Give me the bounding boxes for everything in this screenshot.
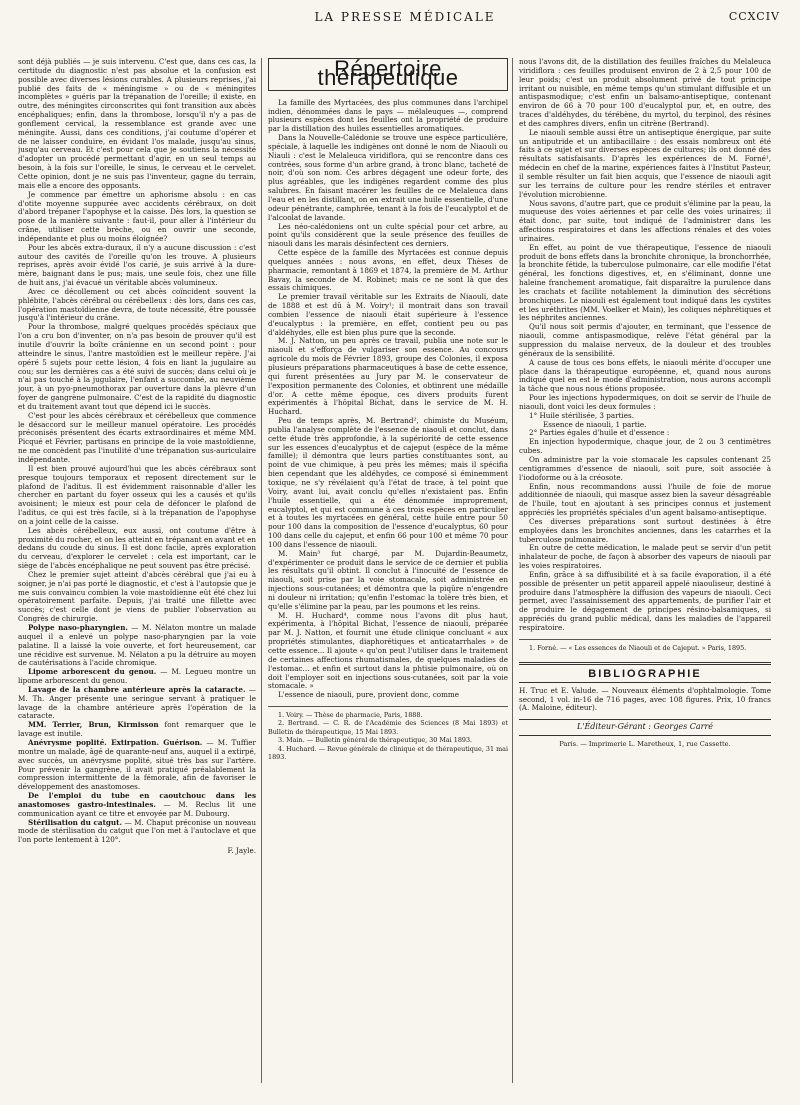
paragraph: M. J. Natton, un peu après ce travail, publia une note sur le niaouli et s'efforça de vulgariser son essence. Au concours agricole du mois de Février 1893, groupe des Colonies, il exposa plusieurs préparations pharmaceutiques à base de cette essence, qui furent présentées au Jury par M. le conservateur de l'exposition permanente des Colonies, et obtinrent une médaille d'or. A cette même époque, ces divers produits furent expérimentés à l'hôpital Bichat, dans le service de M. H. Huchard. — [268, 336, 508, 417]
column-divider — [512, 58, 513, 1083]
report-item-text: font remarquer que le lavage est inutile. — [18, 720, 256, 739]
report-item-text: — M. Legueu montre un lipome arborescent du genou. — [18, 667, 256, 686]
column-right — [519, 58, 771, 1083]
column-divider — [261, 58, 262, 1083]
report-item-title: Stérilisation du catgut. — [28, 817, 122, 827]
column-middle — [268, 58, 508, 1083]
bibliography-title: BIBLIOGRAPHIE — [588, 668, 702, 681]
report-item — [18, 792, 256, 819]
report-item — [18, 668, 256, 686]
footnote: 1. Voiry. — Thèse de pharmacie, Paris, 1888. — [278, 711, 423, 720]
footnotes — [519, 639, 771, 652]
paragraph: M. H. Huchard⁴, comme nous l'avons dit plus haut, expérimenta, à l'hôpital Bichat, l'essence de niaouli, préparée par M. J. Natton, et fournit une étude clinique concluant « aux propriétés stimulantes, diaphorétiques et anticatarrhales » de cette essence... Il ajoute « qu'on peut l'utiliser dans le traitement de certaines affections rhumatismales, de quelques maladies de l'estomac... et enfin et surtout dans la phtisie pulmonaire, où on doit l'employer soit en injections sous-cutanées, soit par la voie stomacale. » — [268, 610, 508, 691]
report-item-text: — M. Reclus lit une communication ayant ce titre et envoyée par M. Dubourg. — [18, 799, 256, 818]
report-item — [18, 739, 256, 792]
paragraph: On administre par la voie stomacale les capsules contenant 25 centigrammes d'essence de niaouli, soit pure, soit associée à l'iodoforme ou à la créosote. — [519, 454, 771, 482]
report-item-title: Polype naso-pharyngien. — [28, 623, 128, 632]
footnote: 4. Huchard. — Revue générale de clinique et de thérapeutique, 31 mai 1893. — [268, 744, 508, 762]
report-item-text: — M. Nélaton montre un malade auquel il a enlevé un polype naso-pharyngien par la voie palatine. Il a laissé la voie ouverte, et fort heureusement, car une récidive est survenue. M. Nélaton a pu la détruire au moyen de cautérisations à l'acide chromique. — [18, 623, 256, 668]
paragraph: Pour les injections hypodermiques, on doit se servir de l'huile de niaouli, dont voici les deux formules : — [519, 393, 771, 411]
report-item-text: — M. Chaput préconise un nouveau mode de stérilisation du catgut que l'on met à l'autoclave et que l'on porte lentement à 120°. — [18, 817, 256, 845]
section-heading: Répertoire thérapeutique — [317, 58, 459, 90]
report-item-title: MM. Terrier, Brun, Kirmisson — [28, 720, 159, 730]
paragraph: En effet, au point de vue thérapeutique, l'essence de niaouli produit de bons effets dans la bronchite chronique, la bronchorrhée, la bronchite fétide, la tuberculose pulmonaire, car elle modifie l'état général, les fonctions digestives, et, en s'éliminant, donne une haleine franchement aromatique, fait disparaître la purulence dans les crachats et facilite notablement la diminution des sécrétions bronchiques. Le niaouli est également tout indiqué dans les cystites et les uréthrites (MM. Voelker et Main), les coliques néphrétiques et les néphrites anciennes. — [519, 242, 771, 323]
formula-line: 2° Parties égales d'huile et d'essence : — [529, 428, 670, 438]
column-left — [18, 58, 256, 1083]
paragraph: Il est bien prouvé aujourd'hui que les abcès cérébraux sont presque toujours temporaux et reposent directement sur le plafond de l'aditus. Il est évidemment raisonnable d'aller les chercher en partant du foyer osseux qui les a causés et qu'ils avoisinent; le mieux est pour cela de défoncer le plafond de l'aditus, ce qui est très facile, si à la trépanation de l'apophyse on a joint celle de la caisse. — [18, 463, 256, 526]
publisher-line: L'Éditeur-Gérant : Georges Carré — [519, 719, 771, 736]
paragraph: Pour les abcès extra-duraux, il n'y a aucune discussion : c'est autour des cavités de l'oreille qu'on les trouve. A plusieurs reprises, après avoir évidé l'os carié, je suis arrivé à la dure-mère, baignant dans le pus; mais, une seule fois, chez une fille de huit ans, j'ai évacué un véritable abcès volumineux. — [18, 242, 256, 288]
report-item-title: De l'emploi du tube en caoutchouc dans les anastomoses gastro-intestinales. — [18, 791, 256, 809]
bibliography-entry: H. Truc et E. Valude. — Nouveaux éléments d'ophtalmologie. Tome second, 1 vol. in-16 de 716 pages, avec 108 figures. Prix, 10 francs (A. Maloine, éditeur). — [519, 686, 771, 713]
paragraph: Cette espèce de la famille des Myrtacées est connue depuis quelques années : nous avons, en effet, deux Thèses de pharmacie, remontant à 1869 et 1874, la première de M. Arthur Bavay, la seconde de M. Robinet; mais ce ne sont là que des essais chimiques. — [268, 248, 508, 293]
formula-line: 1° Huile stérilisée, 3 parties. — [529, 410, 635, 420]
paragraph: Les néo-calédoniens ont un culte spécial pour cet arbre, au point qu'ils considèrent que la seule présence des feuilles de niaouli dans les marais désinfectent ces derniers. — [268, 221, 508, 249]
footnotes — [268, 706, 508, 761]
journal-title: LA PRESSE MÉDICALE — [314, 10, 496, 24]
formula-line: Essence de niaouli, 1 partie. — [543, 419, 647, 429]
paragraph: Enfin, nous recommandons aussi l'huile de foie de morue additionnée de niaouli, qui masque assez bien la saveur désagréable de l'huile, tout en ajoutant à ses principes connus et justement appréciés les propriétés spéciales d'un agent balsamo-antiseptique. — [519, 481, 771, 518]
paragraph: L'essence de niaouli, pure, provient donc, comme — [278, 690, 459, 700]
report-item — [18, 624, 256, 668]
paragraph: C'est pour les abcès cérébraux et cérébelleux que commence le désaccord sur le meilleur manuel opératoire. Les procédés préconisés présentent des écarts extraordinaires et même MM. Picqué et Février, partisans en principe de la voie mastoïdienne, ne me concèdent pas l'inutilité d'une trépanation sus-auriculaire indépendante. — [18, 410, 256, 464]
paragraph: sont déjà publiés — je suis intervenu. C'est que, dans ces cas, la certitude du diagnostic n'est pas absolue et la confusion est possible avec diverses lésions curables. A plusieurs reprises, j'ai publié des faits de « méningisme » ou de « méningites incomplètes » guéris par la trépanation de l'oreille; il existe, en outre, des méningites circonscrites qui font transition aux abcès encéphaliques; enfin, dans la thrombose, lorsqu'il n'y a pas de gonflement cervical, la ressemblance est grande avec une méningite. Aussi, dans ces conditions, j'ai coutume d'opérer et de ne laisser conduire, en évidant l'os malade, jusqu'au sinus, jusqu'au cerveau. Et c'est pour cela que je soutiens la nécessité d'adopter un procédé permettant d'agir, en un seul temps au besoin, à la fois sur l'oreille, le sinus, le cerveau et le cervelet. Cette opinion, dont je ne suis pas l'inventeur, gagne du terrain, mais elle a encore des opposants. — [18, 58, 256, 190]
footnote: 1. Forné. — « Les essences de Niaouli et de Cajeput. » Paris, 1895. — [529, 643, 747, 652]
paragraph: La famille des Myrtacées, des plus communes dans l'archipel indien, dénommées dans le pays — mélaleuques —, comprend plusieurs espèces dont les feuilles ont la propriété de produire par la distillation des huiles essentielles aromatiques. — [268, 97, 508, 134]
paragraph: M. Main³ fut chargé, par M. Dujardin-Beaumetz, d'expérimenter ce produit dans le service de ce dernier et publia les résultats qu'il obtint. Il conclut à l'inocuité de l'essence de niaouli, soit prise par la voie stomacale, soit administrée en injections sous-cutanées; et démontra que la piqûre n'engendre ni douleur ni irritation; qu'enfin l'estomac la tolère très bien, et qu'elle s'élimine par la peau, par les poumons et les reins. — [268, 548, 508, 611]
footnote: 2. Bertrand. — C. R. de l'Académie des Sciences (8 Mai 1893) et Bulletin de thérapeutique, 15 Mai 1893. — [268, 719, 508, 736]
paragraph: Qu'il nous soit permis d'ajouter, en terminant, que l'essence de niaouli, comme antispasmodique, relève l'état général par la suppression du malaise nerveux, de la douleur et des troubles généraux de la sensibilité. — [519, 322, 771, 358]
paragraph: nous l'avons dit, de la distillation des feuilles fraîches du Melaleuca viridiflora : ces feuilles produisent environ de 2 à 2,5 pour 100 de leur poids; c'est un produit absolument privé de tout principe irritant ou nuisible, en même temps qu'un stimulant diffusible et un antispasmodique; c'est enfin un balsamo-antiseptique, contenant environ de 66 à 70 pour 100 d'eucalyptol pur, et, en outre, des traces d'aldéhydes, du térébène, du myrtol, du terpinol, des résines et des camphres divers, enfin un citrène (Bertrand). — [519, 58, 771, 128]
page-number: CCXCIV — [728, 10, 780, 23]
report-item — [18, 686, 256, 721]
paragraph: Le premier travail véritable sur les Extraits de Niaouli, date de 1888 et est dû à M. Voiry¹; il montrait dans son travail combien l'essence de niaouli était supérieure à l'essence d'eucalyptus : la première, en effet, contient peu ou pas d'aldéhydes, elle est bien plus pure que la seconde. — [268, 292, 508, 337]
paragraph: Le niaouli semble aussi être un antiseptique énergique, par suite un antiputride et un antibacillaire : des essais nombreux ont été faits à ce sujet et sur diverses espèces de cultures; ils ont donné des résultats satisfaisants. D'après les expériences de M. Forné¹, médecin en chef de la marine, expériences faites à l'Institut Pasteur, il semble résulter un fait bien acquis, que l'essence de niaouli agit sur les terrains de culture pour les rendre stériles et entraver l'évolution microbienne. — [519, 127, 771, 199]
paragraph: A cause de tous ces bons effets, le niaouli mérite d'occuper une place dans la thérapeutique européenne, et, quand nous aurons indiqué quel en est le mode d'administration, nous aurons accompli la tâche que nous nous étions proposée. — [519, 357, 771, 394]
paragraph: Chez le premier sujet atteint d'abcès cérébral que j'ai eu à soigner, je n'ai pas porté le diagnostic, et c'est à l'autopsie que je me suis convaincu combien la voie mastoïdienne eût été chez lui opératoirement parfaite. Depuis, j'ai traité une fillette avec succès; c'est celle dont je viens de publier l'observation au Congrès de chirurgie. — [18, 569, 256, 624]
report-item-title: Lipome arborescent du genou. — [28, 667, 157, 677]
paragraph: Je commence par émettre un aphorisme absolu : en cas d'otite moyenne suppurée avec accidents cérébraux, on doit d'abord trépaner l'apophyse et la caisse. Dès lors, la question se pose de la manière suivante : faut-il, pour aller à l'intérieur du crâne, utiliser cette brèche, ou en ouvrir une seconde, indépendante et plus ou moins éloignée? — [18, 189, 256, 243]
paragraph: En injection hypodermique, chaque jour, de 2 ou 3 centimètres cubes. — [519, 437, 771, 456]
author-signature: F. Jayle. — [227, 846, 256, 856]
report-item-text: — M. Tuffier montre un malade, âgé de quarante-neuf ans, auquel il a extirpé, avec succès, un anévrysme poplité, situé très bas sur l'artère. Pour prévenir la gangrène, il avait pratiqué préalablement la compression intermittente de la fémorale, afin de favoriser le développement des anastomoses. — [18, 737, 256, 792]
paragraph: Enfin, grâce à sa diffusibilité et à sa facile évaporation, il a été possible de présenter un petit appareil appelé niaouliseur, destiné à produire dans l'atmosphère la diffusion des vapeurs de niaouli. Ceci permet, avec l'assainissement des appartements, de purifier l'air et de produire le dégagement de principes résino-balsamiques, si appréciés du grand public médical, dans les maladies de l'appareil respiratoire. — [519, 569, 771, 632]
report-item — [18, 819, 256, 846]
paragraph: Pour la thrombose, malgré quelques procédés spéciaux que l'on a cru bon d'inventer, on n'a pas besoin de prouver qu'il est inutile d'ouvrir la boîte crânienne en un second point : pour atteindre le sinus, l'antre mastoïdien est le meilleur repère. J'ai opéré 5 sujets pour cette lésion, 4 fois en liant la jugulaire au cou; sur les dernières cas a été suivi de succès; dans celui où je n'ai pas touché à la jugulaire, l'enfant a succombé, au neuvième jour, à un pyo-pneumothorax par ouverture dans la plèvre d'un foyer de gangrène pulmonaire. C'est de la rapidité du diagnostic et du traitement avant tout que dépend ici le succès. — [18, 322, 256, 411]
paragraph: Avec ce décollement ou cet abcès coïncident souvent la phlébite, l'abcès cérébral ou cérébelleux : dès lors, dans ces cas, l'opération mastoïdienne devra, de toute nécessité, être poussée jusqu'à l'intérieur du crâne. — [18, 286, 256, 323]
bibliography-header — [519, 662, 771, 683]
footnote: 3. Main. — Bulletin général de thérapeutique, 30 Mai 1893. — [278, 736, 473, 745]
section-heading-box — [268, 58, 508, 91]
report-item-text: — M. Th. Anger présente une seringue servant à pratiquer le lavage de la chambre antérieure après l'opération de la cataracte. — [18, 684, 256, 721]
report-item-title: Lavage de la chambre antérieure après la cataracte. — [28, 684, 246, 694]
printer-line: Paris. — Imprimerie L. Maretheux, 1, rue Cassette. — [559, 739, 731, 748]
paragraph: Ces diverses préparations sont surtout destinées à être employées dans les bronchites anciennes, dans les catarrhes et la tuberculose pulmonaire. — [519, 516, 771, 544]
paragraph: Dans la Nouvelle-Calédonie se trouve une espèce particulière, spéciale, à laquelle les indigènes ont donné le nom de Niaouli ou Niauli : c'est le Melaleuca viridiflora, qui se rencontre dans ces contrées, sous forme d'un arbre grand, à tronc blanc, tacheté de noir, d'où son nom. Ces arbres dégagent une odeur forte, des plus agréables, que les indigènes regardent comme des plus salubres. En faisant macérer les feuilles de ce Melaleuca dans l'eau et en les distillant, on en extrait une huile essentielle, d'une odeur pénétrante, camphrée, tenant à la fois de l'eucalyptol et de l'alcoolat de lavande. — [268, 133, 508, 222]
report-item-title: Anévrysme poplité. Extirpation. Guérison. — [28, 737, 203, 747]
report-item — [18, 721, 256, 739]
paragraph: Peu de temps après, M. Bertrand², chimiste du Muséum, publia l'analyse complète de l'essence de niaouli et conclut, dans cette étude très approfondie, à la supériorité de cette essence sur les essences d'eucalyptus et de cajeput (espèce de la même famille); il démontra que leurs parties constituantes sont, au point de vue chimique, à peu près les mêmes; mais il spécifia bien cependant que les aldéhydes, ce composé si éminemment toxique, ne s'y révélaient qu'à l'état de trace, à tel point que Voiry, avant lui, avait conclu qu'elles n'existaient pas. Enfin l'huile essentielle, qui a été dénommée improprement, eucalyptol, et qui est commune à ces trois espèces en particulier et à toutes les myrtacées en général, cette huile entre pour 50 pour 100 dans la composition de l'essence d'eucalyptus, 60 pour 100 dans celle du cajeput, et enfin 66 pour 100 et même 70 pour 100 dans l'essence de niaouli. — [268, 416, 508, 549]
paragraph: Nous savons, d'autre part, que ce produit s'élimine par la peau, la muqueuse des voies aériennes et par celle des voies urinaires; il était donc, par suite, tout indiqué de l'administrer dans les affections respiratoires et dans les affections rénales et des voies urinaires. — [519, 198, 771, 243]
paragraph: En outre de cette médication, le malade peut se servir d'un petit inhalateur de poche, de façon à absorber des vapeurs de niaouli par les voies respiratoires. — [519, 543, 771, 571]
page-header — [30, 6, 780, 30]
paragraph: Les abcès cérébelleux, eux aussi, ont coutume d'être à proximité du rocher, et on les atteint en trépanant en avant et en dedans du coude du sinus. Il est donc facile, après exploration du cerveau, d'explorer le cervelet : cela est important, car le siège de l'abcès encéphalique ne peut souvent pas être précisé. — [18, 525, 256, 571]
